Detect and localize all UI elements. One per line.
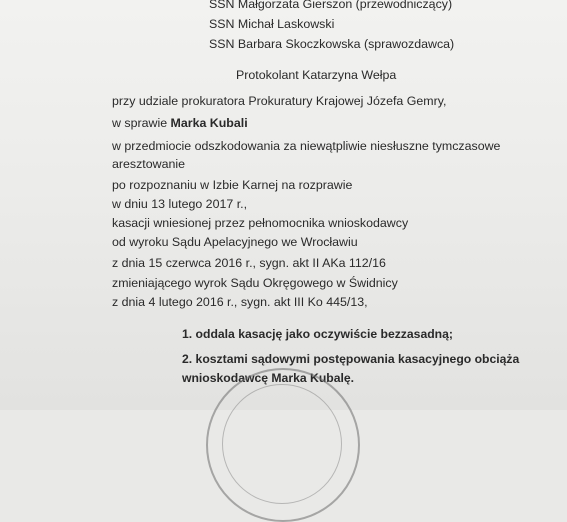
subject-line: w przedmiocie odszkodowania za niewątpliwie niesłuszne tymczasowe: [112, 139, 501, 153]
appeal-court-line: od wyroku Sądu Apelacyjnego we Wrocławiu: [112, 235, 358, 249]
case-party-name: Marka Kubali: [170, 116, 248, 130]
subject-line-cont: aresztowanie: [112, 157, 186, 171]
verdict-item-1: 1. oddala kasację jako oczywiście bezzasadną;: [182, 327, 453, 341]
court-seal-inner-ring: [222, 384, 342, 504]
verdict-item-2-cont: wnioskodawcę Marka Kubalę.: [182, 371, 355, 385]
panel-member-presiding: SSN Małgorzata Gierszon (przewodniczący): [209, 0, 453, 11]
prosecutor-line: przy udziale prokuratora Prokuratury Krajowej Józefa Gemry,: [112, 94, 447, 108]
district-date-line: z dnia 4 lutego 2016 r., sygn. akt III Ko 445/13,: [112, 295, 368, 309]
appeal-date-line: z dnia 15 czerwca 2016 r., sygn. akt II AKa 112/16: [112, 256, 386, 270]
cassation-line: kasacji wniesionej przez pełnomocnika wnioskodawcy: [112, 216, 409, 230]
district-court-line: zmieniającego wyrok Sądu Okręgowego w Świdnicy: [112, 276, 398, 290]
case-prefix: w sprawie: [112, 116, 171, 130]
verdict-item-2: 2. kosztami sądowymi postępowania kasacyjnego obciąża: [182, 352, 520, 366]
hearing-line: po rozpoznaniu w Izbie Karnej na rozprawie: [112, 178, 353, 192]
panel-member-rapporteur: SSN Barbara Skoczkowska (sprawozdawca): [209, 37, 455, 51]
hearing-date: w dniu 13 lutego 2017 r.,: [112, 197, 248, 211]
panel-member: SSN Michał Laskowski: [209, 17, 335, 31]
court-clerk: Protokolant Katarzyna Wełpa: [236, 68, 397, 82]
case-line: [112, 116, 248, 131]
